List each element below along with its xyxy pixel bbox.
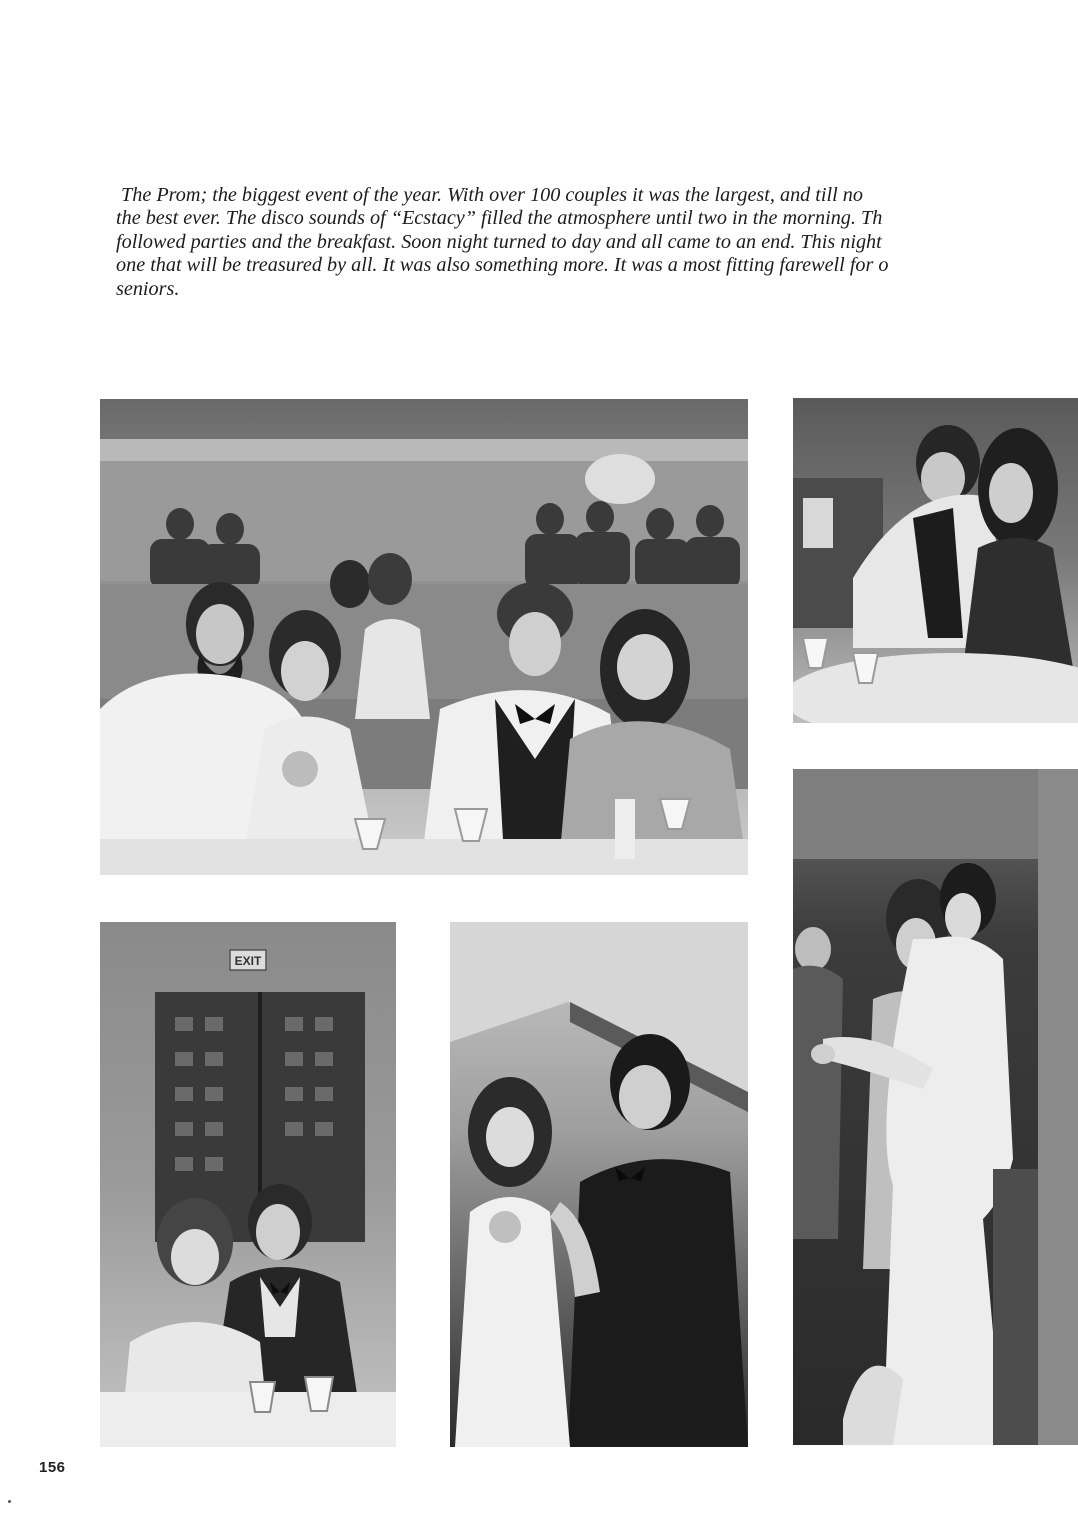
- intro-line: seniors.: [116, 277, 180, 300]
- exit-sign-text: EXIT: [234, 954, 262, 968]
- photo-couple-exit-door: [100, 922, 396, 1447]
- photo-dancing-couple: [793, 769, 1078, 1445]
- photo-prom-table-group-image: [100, 399, 748, 875]
- intro-paragraph: [116, 184, 1078, 301]
- page-number: 156: [39, 1459, 66, 1476]
- intro-line: the best ever. The disco sounds of “Ecstacy” filled the atmosphere until two in the morning. Th: [116, 207, 883, 230]
- photo-couple-at-table-image: [793, 398, 1078, 723]
- print-speck: [8, 1500, 11, 1503]
- photo-dancing-couple-image: [793, 769, 1078, 1445]
- photo-couple-standing-image: [450, 922, 748, 1447]
- intro-line: followed parties and the breakfast. Soon night turned to day and all came to an end. This night: [116, 230, 882, 253]
- photo-couple-standing: [450, 922, 748, 1447]
- intro-line: The Prom; the biggest event of the year. With over 100 couples it was the largest, and till no: [121, 184, 863, 206]
- photo-prom-table-group: [100, 399, 748, 875]
- photo-couple-at-table: [793, 398, 1078, 723]
- photo-couple-exit-door-image: [100, 922, 396, 1447]
- intro-line: one that will be treasured by all. It was also something more. It was a most fitting farewell for o: [116, 254, 889, 277]
